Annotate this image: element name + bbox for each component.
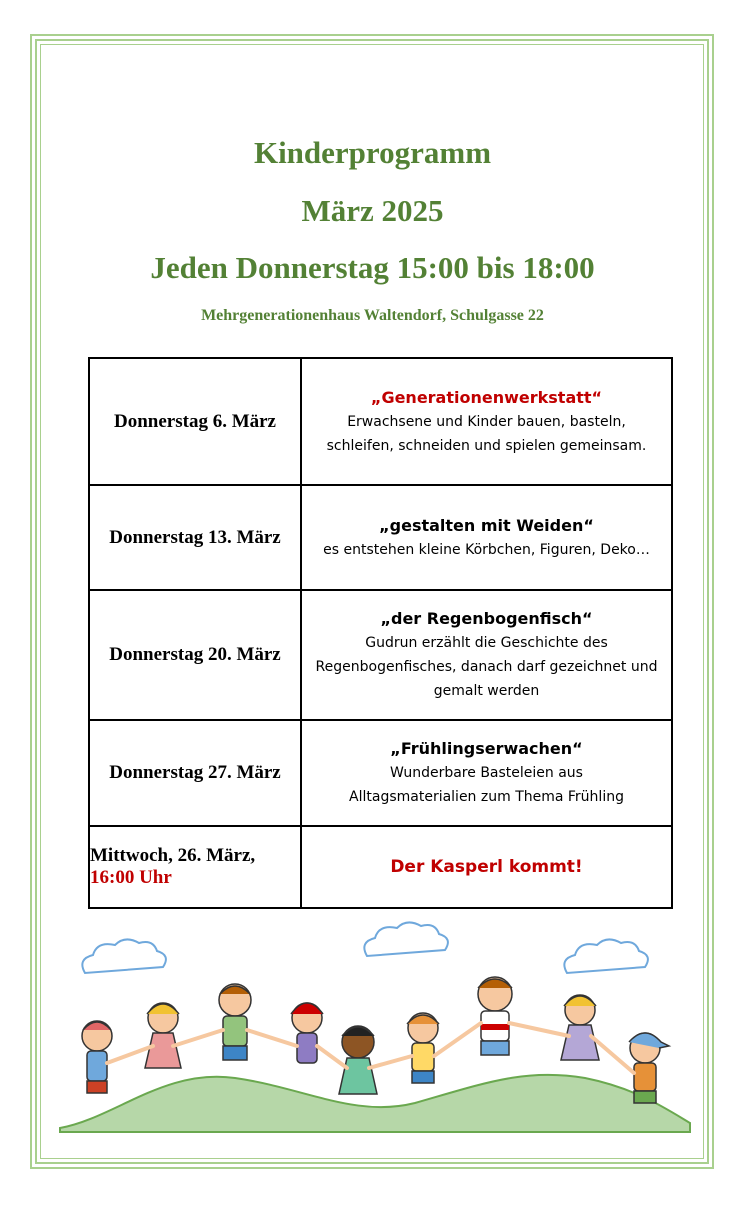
cloud-icon [564, 939, 648, 973]
event-description: es entstehen kleine Körbchen, Figuren, Deko… [323, 541, 650, 558]
special-title: Der Kasperl kommt! [390, 857, 583, 877]
month-heading: März 2025 [301, 193, 444, 228]
child-figure [145, 1003, 181, 1068]
schedule-heading: Jeden Donnerstag 15:00 bis 18:00 [150, 250, 595, 285]
child-figure [219, 984, 251, 1060]
child-figure [339, 1026, 377, 1094]
event-date: Donnerstag 6. März [89, 358, 301, 485]
event-title: „Generationenwerkstatt“ [370, 387, 603, 407]
table-row [89, 720, 672, 826]
child-figure [629, 1033, 669, 1103]
table-row [89, 826, 672, 908]
special-date: Mittwoch, 26. März, [90, 845, 256, 866]
child-figure [478, 977, 512, 1055]
event-cell [301, 358, 672, 485]
table-row [89, 485, 672, 590]
event-description: Erwachsene und Kinder bauen, basteln, schleifen, schneiden und spielen gemeinsam. [326, 413, 647, 454]
child-figure [82, 1021, 112, 1093]
child-figure [291, 1003, 323, 1063]
children-illustration [55, 918, 695, 1138]
cloud-icon [82, 939, 166, 973]
special-time: 16:00 Uhr [90, 867, 172, 888]
page-title: Kinderprogramm [253, 135, 492, 170]
table-row [89, 358, 672, 485]
special-cell [301, 826, 672, 908]
venue-address: Mehrgenerationenhaus Waltendorf, Schulgasse 22 [201, 307, 544, 324]
child-figure [561, 995, 599, 1060]
event-title: „Frühlingserwachen“ [390, 739, 583, 758]
program-table [88, 357, 673, 909]
event-cell [301, 590, 672, 720]
event-cell [301, 485, 672, 590]
cloud-icon [364, 922, 448, 956]
table-row [89, 590, 672, 720]
child-figure [407, 1013, 439, 1083]
event-date: Donnerstag 20. März [89, 590, 301, 720]
special-date-cell [89, 826, 301, 908]
event-date: Donnerstag 13. März [89, 485, 301, 590]
event-description: Wunderbare Basteleien aus Alltagsmaterialien zum Thema Frühling [349, 765, 624, 805]
event-title: „der Regenbogenfisch“ [380, 609, 593, 628]
event-title: „gestalten mit Weiden“ [379, 515, 594, 535]
event-description: Gudrun erzählt die Geschichte des Regenbogenfisches, danach darf gezeichnet und gemalt werden [315, 635, 658, 699]
event-date: Donnerstag 27. März [89, 720, 301, 826]
event-cell [301, 720, 672, 826]
